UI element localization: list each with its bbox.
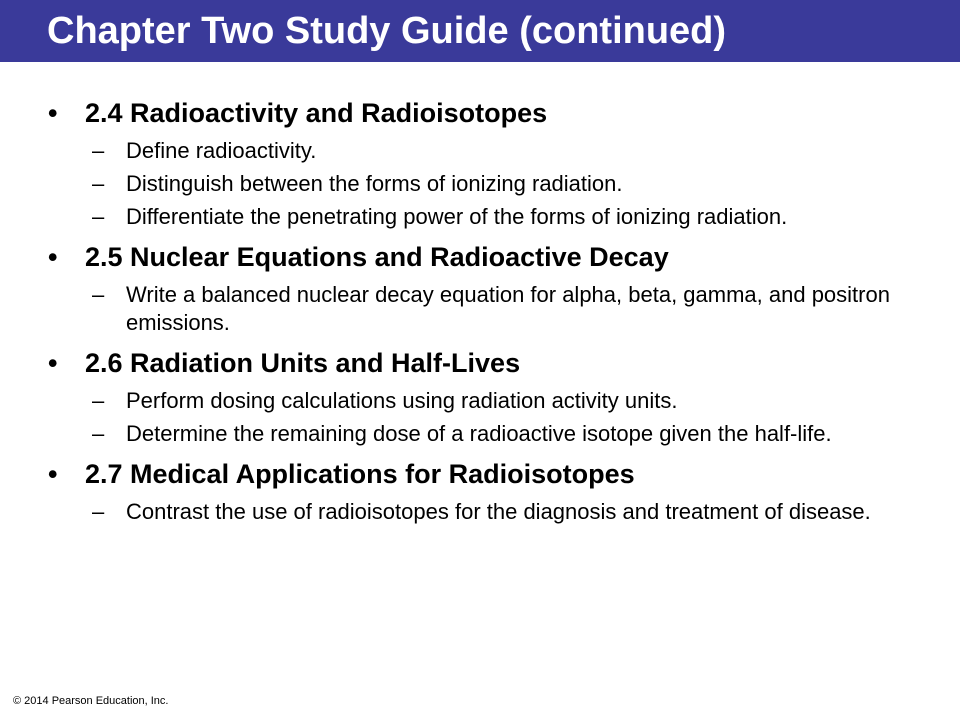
slide-title: Chapter Two Study Guide (continued): [47, 10, 727, 52]
dash-icon: –: [92, 171, 105, 196]
dash-icon: –: [92, 499, 105, 524]
sub-item-text: Differentiate the penetrating power of the forms of ionizing radiation.: [126, 204, 788, 229]
sub-item: [92, 170, 922, 198]
sub-item: [92, 498, 922, 526]
section-heading-row: [42, 240, 922, 274]
section-heading-row: [42, 346, 922, 380]
sub-item-list: [42, 387, 922, 448]
sub-item-list: [42, 281, 922, 337]
section-2-5: [42, 240, 922, 337]
dash-icon: –: [92, 388, 105, 413]
bullet-icon: •: [48, 242, 58, 272]
section-2-6: [42, 346, 922, 448]
copyright-footer: © 2014 Pearson Education, Inc.: [13, 695, 169, 707]
section-heading: 2.6 Radiation Units and Half-Lives: [85, 348, 521, 378]
sub-item: [92, 203, 922, 231]
bullet-icon: •: [48, 98, 58, 128]
section-2-7: [42, 457, 922, 526]
section-heading-row: [42, 457, 922, 491]
sub-item-text: Define radioactivity.: [126, 138, 317, 163]
section-heading: 2.4 Radioactivity and Radioisotopes: [85, 98, 548, 128]
section-2-4: [42, 96, 922, 231]
sub-item-list: [42, 137, 922, 231]
section-heading-row: [42, 96, 922, 130]
dash-icon: –: [92, 138, 105, 163]
sub-item: [92, 420, 922, 448]
bullet-icon: •: [48, 459, 58, 489]
sub-item: [92, 137, 922, 165]
dash-icon: –: [92, 421, 105, 446]
sub-item: [92, 387, 922, 415]
sub-item-text: Contrast the use of radioisotopes for the diagnosis and treatment of disease.: [126, 499, 871, 524]
sub-item: [92, 281, 922, 337]
sub-item-text: Determine the remaining dose of a radioactive isotope given the half-life.: [126, 421, 832, 446]
section-heading: 2.7 Medical Applications for Radioisotopes: [85, 459, 635, 489]
section-heading: 2.5 Nuclear Equations and Radioactive Decay: [85, 242, 669, 272]
title-bar: [0, 0, 960, 62]
bullet-icon: •: [48, 348, 58, 378]
slide-content: [42, 96, 922, 535]
sub-item-text: Perform dosing calculations using radiation activity units.: [126, 388, 678, 413]
dash-icon: –: [92, 204, 105, 229]
sub-item-list: [42, 498, 922, 526]
sub-item-text: Distinguish between the forms of ionizing radiation.: [126, 171, 623, 196]
dash-icon: –: [92, 282, 105, 307]
sub-item-text: Write a balanced nuclear decay equation for alpha, beta, gamma, and positron emissions.: [126, 282, 890, 335]
